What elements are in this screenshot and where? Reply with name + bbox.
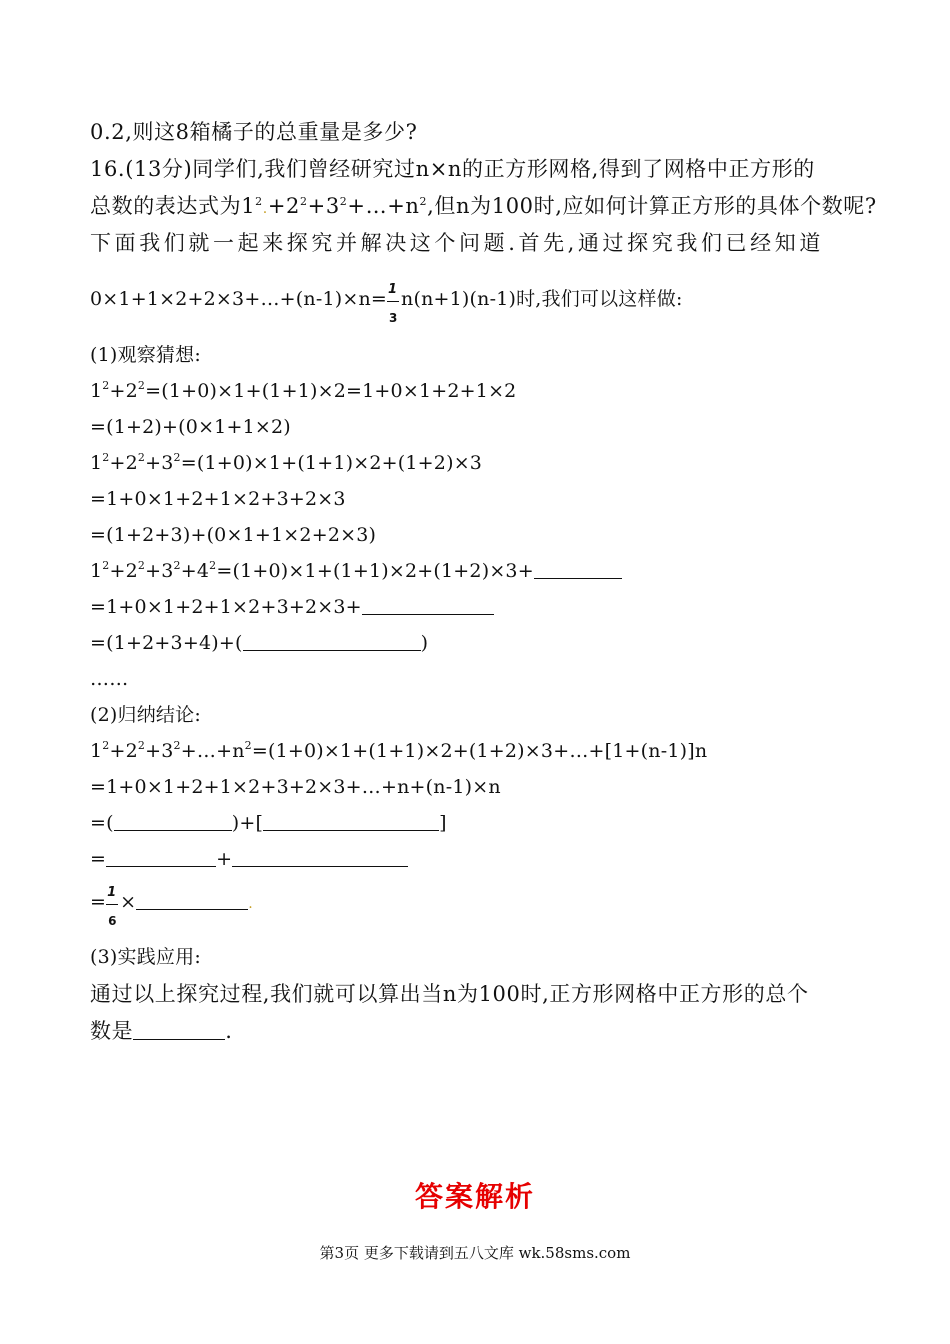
text-line-15 (90, 665, 128, 693)
text-line-4 (90, 229, 824, 257)
mark-dot: . (248, 896, 253, 912)
exponent: 2 (339, 195, 348, 208)
answer-blank[interactable] (362, 594, 494, 615)
text-part: =( (90, 812, 114, 834)
text-line-20 (90, 845, 408, 873)
text-part: )+[ (231, 812, 264, 834)
text-part: 1 (90, 452, 103, 474)
exponent: 2 (173, 559, 181, 572)
exponent: 2 (137, 739, 146, 752)
text-part: = (90, 891, 107, 913)
exponent: 2 (102, 451, 110, 464)
line-text: =1+0×1+2+1×2+3+2×3+…+n+(n-1)×n (90, 776, 501, 798)
text-line-21 (90, 885, 253, 928)
answer-blank[interactable] (243, 630, 421, 651)
fraction-bar (106, 904, 118, 905)
exponent: 2 (102, 379, 110, 392)
answer-blank[interactable] (232, 846, 408, 867)
answer-blank[interactable] (136, 889, 248, 910)
exponent: 2 (173, 739, 181, 752)
exponent: 2 (419, 195, 428, 208)
text-part: +2 (109, 560, 138, 582)
text-line-12 (90, 557, 622, 585)
text-part: +2 (109, 452, 138, 474)
line-text: 16.(13分)同学们,我们曾经研究过n×n的正方形网格,得到了网格中正方形的 (90, 157, 815, 181)
answer-blank[interactable] (106, 846, 216, 867)
exponent: 2 (137, 451, 146, 464)
line-text: =(1+2)+(0×1+1×2) (90, 416, 291, 438)
line-text: 下面我们就一起来探究并解决这个问题.首先,通过探究我们已经知道 (90, 231, 824, 255)
text-part: 总数的表达式为1 (90, 194, 256, 218)
text-line-2 (90, 155, 815, 183)
exponent: 2 (255, 195, 263, 208)
fraction-bar (387, 301, 399, 302)
text-part: =(1+0)×1+(1+1)×2+(1+2)×3 (180, 452, 483, 474)
answer-section-title: 答案解析 (414, 1180, 535, 1213)
text-line-19 (90, 809, 447, 837)
text-line-3 (90, 192, 877, 223)
text-part: =(1+0)×1+(1+1)×2+(1+2)×3+ (216, 560, 534, 582)
text-part: 1 (90, 560, 103, 582)
text-part: +2 (109, 380, 138, 402)
exponent: 2 (209, 559, 217, 572)
text-part: 1 (90, 380, 103, 402)
text-line-13 (90, 593, 494, 621)
exponent: 2 (244, 739, 252, 752)
text-line-16 (90, 701, 201, 729)
text-part: =(1+0)×1+(1+1)×2=1+0×1+2+1×2 (145, 380, 517, 402)
text-line-1 (90, 118, 418, 146)
text-line-6 (90, 341, 201, 369)
text-line-23 (90, 980, 809, 1008)
answer-blank[interactable] (263, 810, 439, 831)
text-part: × (120, 891, 137, 913)
text-part: 数是 (90, 1019, 134, 1043)
text-line-11 (90, 521, 376, 549)
exponent: 2 (102, 739, 110, 752)
line-text: (1)观察猜想: (90, 344, 201, 366)
exponent: 2 (137, 559, 146, 572)
fraction-one-sixth (106, 885, 120, 928)
text-part: + (216, 848, 233, 870)
text-line-7 (90, 377, 516, 405)
text-part: +4 (180, 560, 210, 582)
line-text: (2)归纳结论: (90, 704, 201, 726)
text-part: =1+0×1+2+1×2+3+2×3+ (90, 596, 362, 618)
fraction-denominator: 6 (108, 914, 117, 928)
text-line-18 (90, 773, 501, 801)
exponent: 2 (137, 379, 146, 392)
text-part: ,但n为100时,应如何计算正方形的具体个数呢? (427, 194, 877, 218)
line-text: =1+0×1+2+1×2+3+2×3 (90, 488, 346, 510)
text-part: +…+n (347, 194, 420, 218)
text-part: n(n+1)(n-1)时,我们可以这样做: (401, 288, 683, 310)
text-part: 1 (90, 740, 103, 762)
fraction-numerator: 1 (388, 282, 398, 297)
text-line-10 (90, 485, 346, 513)
exponent: 2 (102, 559, 110, 572)
line-text: =(1+2+3)+(0×1+1×2+2×3) (90, 524, 377, 546)
mark-dot: . (262, 201, 268, 217)
text-part: +2 (109, 740, 138, 762)
text-part: . (225, 1019, 233, 1043)
text-line-8 (90, 413, 291, 441)
fraction-one-third (387, 282, 401, 325)
text-line-5 (90, 282, 683, 325)
text-line-9 (90, 449, 482, 477)
text-part: 0×1+1×2+2×3+…+(n-1)×n= (90, 288, 388, 310)
text-part: ] (439, 812, 447, 834)
text-part: +3 (145, 560, 174, 582)
page-footer: 第3页 更多下载请到五八文库 wk.58sms.com (319, 1244, 631, 1262)
line-text: 通过以上探究过程,我们就可以算出当n为100时,正方形网格中正方形的总个 (90, 982, 809, 1006)
text-line-14 (90, 629, 428, 657)
text-part: +2 (267, 194, 301, 218)
text-part: +3 (145, 740, 174, 762)
ellipsis: …… (90, 668, 129, 690)
answer-blank[interactable] (114, 810, 232, 831)
text-part: =(1+2+3+4)+( (90, 632, 243, 654)
text-part: =(1+0)×1+(1+1)×2+(1+2)×3+…+[1+(n-1)]n (251, 740, 708, 762)
text-line-17 (90, 737, 707, 765)
line-text: 0.2,则这8箱橘子的总重量是多少? (90, 120, 418, 144)
text-part: ) (420, 632, 429, 654)
answer-blank[interactable] (534, 558, 622, 579)
answer-blank[interactable] (133, 1019, 225, 1040)
exponent: 2 (300, 195, 308, 208)
text-line-22 (90, 943, 201, 971)
text-part: +…+n (180, 740, 245, 762)
text-part: +3 (307, 194, 340, 218)
exponent: 2 (173, 451, 181, 464)
fraction-numerator: 1 (107, 885, 117, 900)
text-part: = (90, 848, 107, 870)
text-part: +3 (145, 452, 174, 474)
fraction-denominator: 3 (389, 311, 398, 325)
text-line-24 (90, 1017, 232, 1045)
line-text: (3)实践应用: (90, 946, 201, 968)
